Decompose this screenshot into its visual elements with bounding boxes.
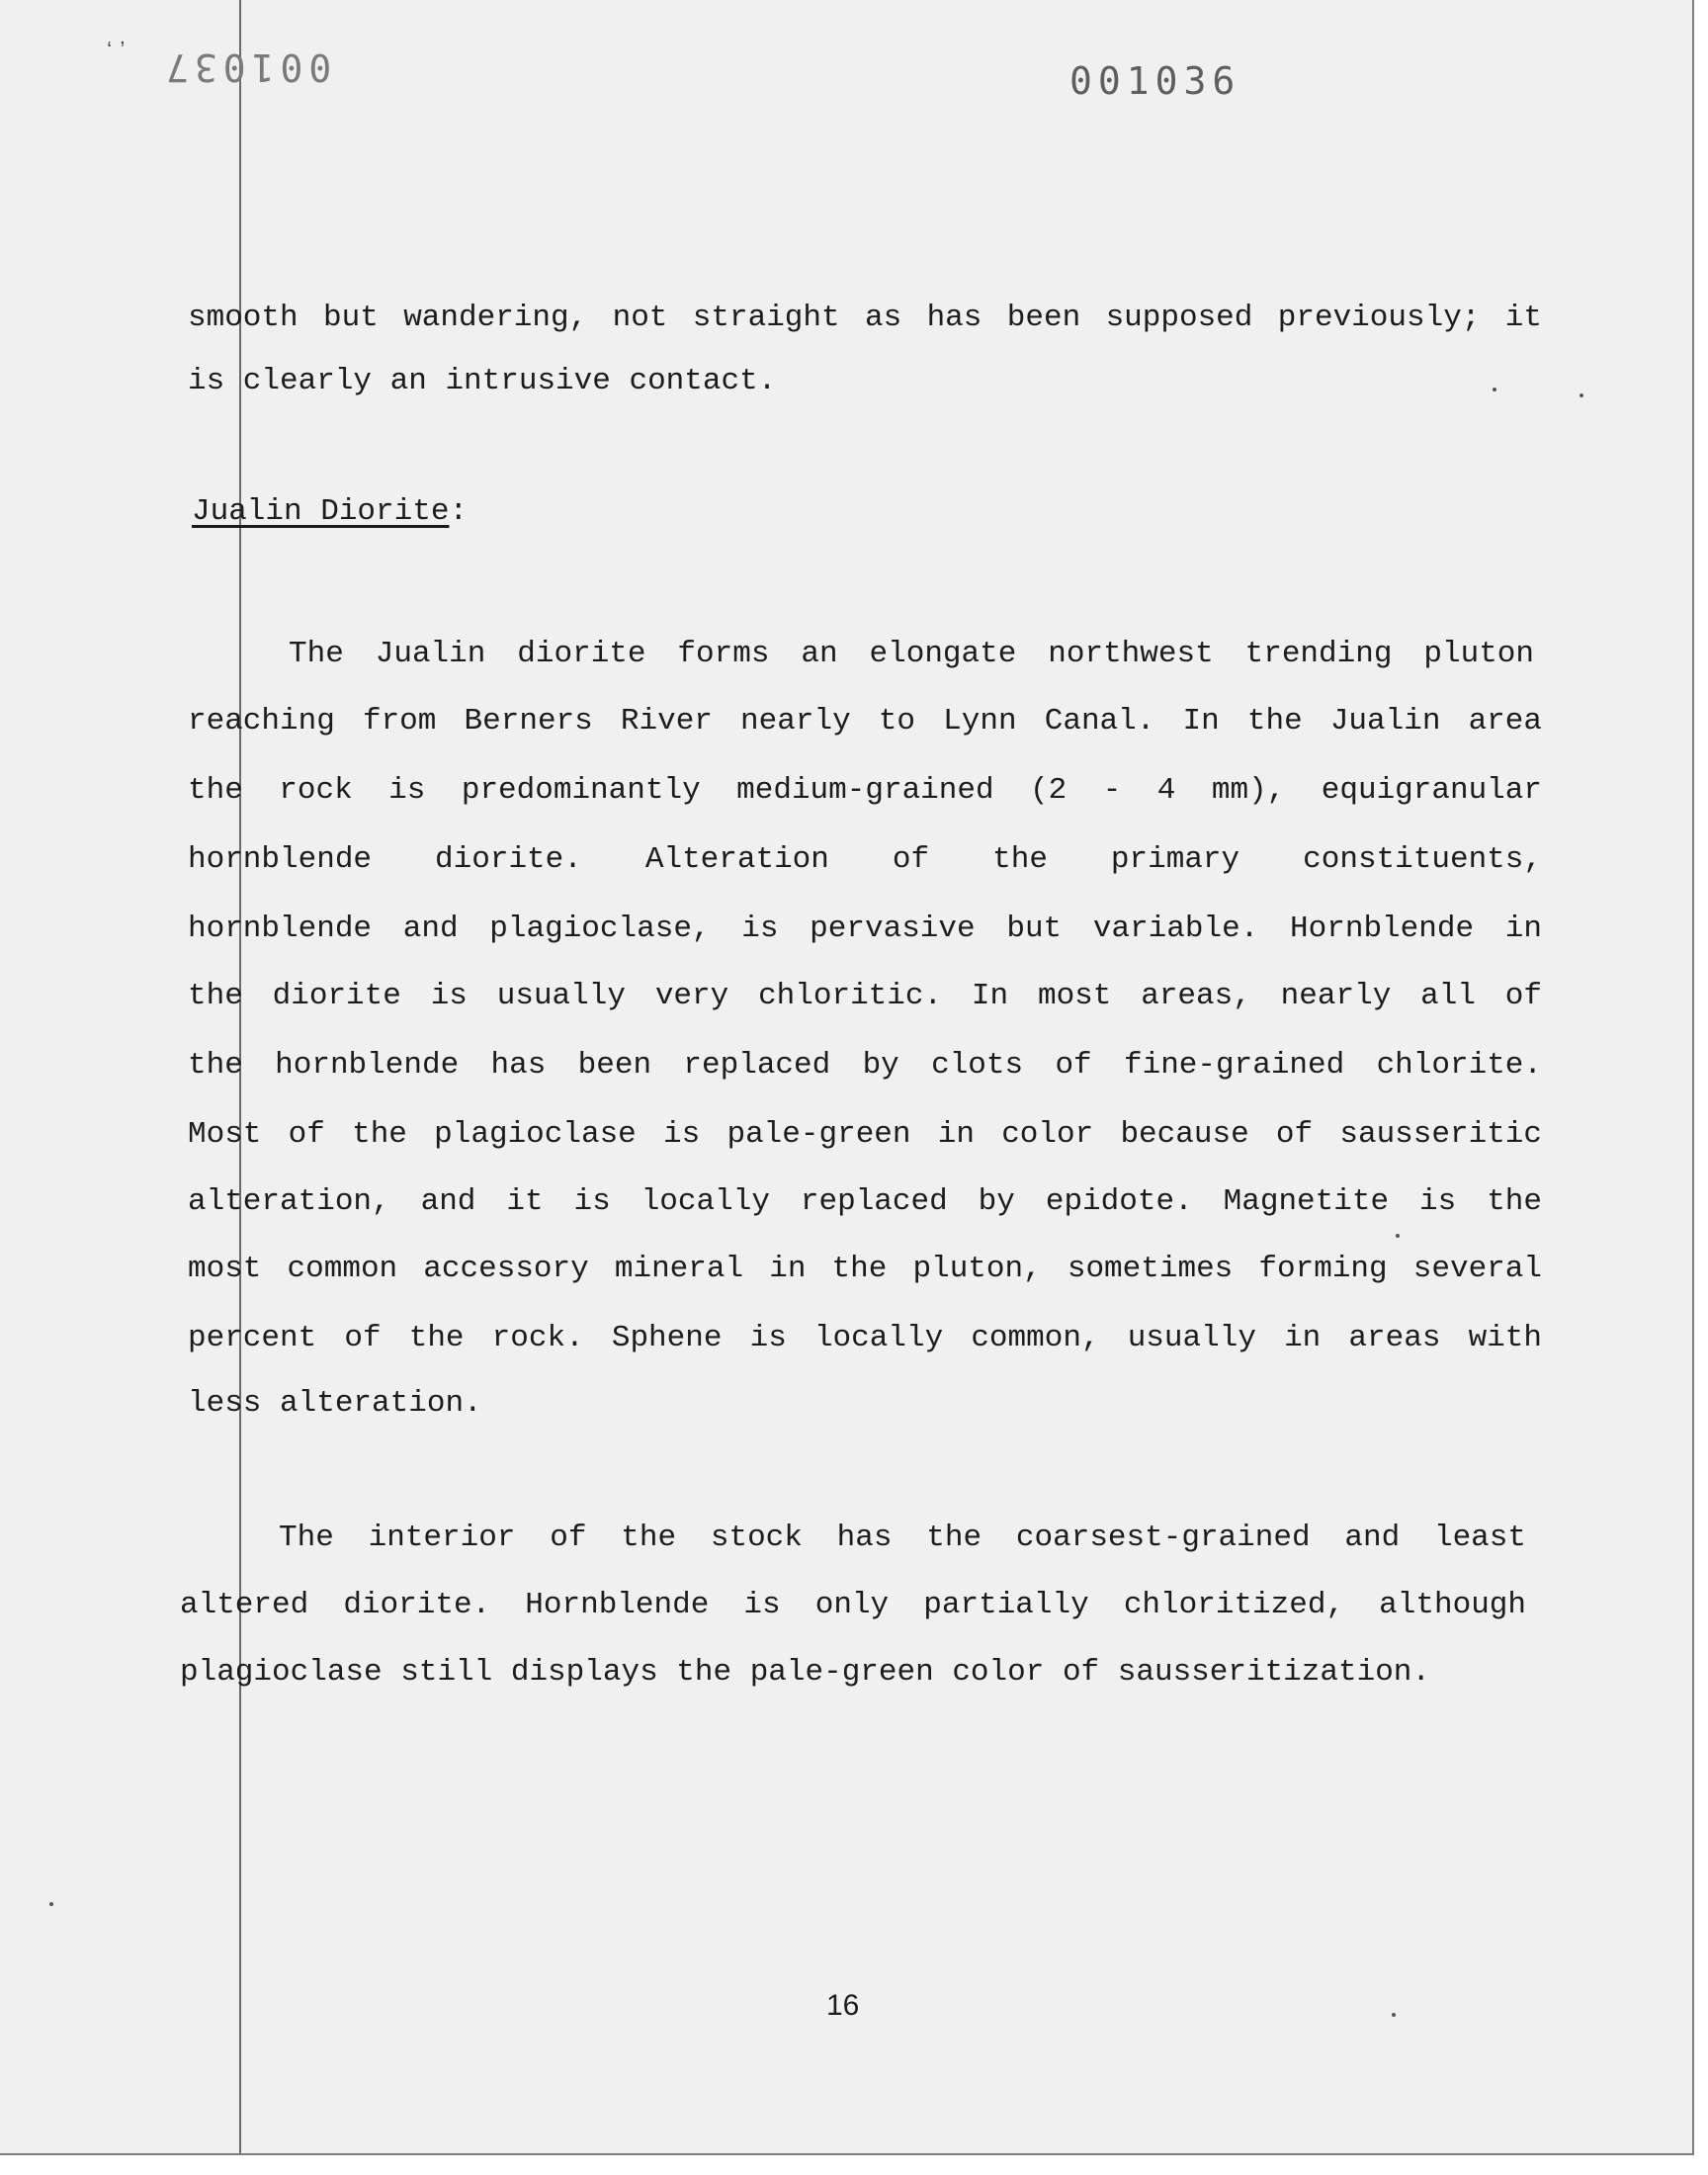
section-heading-title: Jualin Diorite: [192, 494, 450, 529]
body-line: hornblende and plagioclase, is pervasive but variable. Hornblende in: [188, 912, 1542, 946]
body-line: reaching from Berners River nearly to Lynn Canal. In the Jualin area: [188, 704, 1542, 739]
body-line: the diorite is usually very chloritic. In most areas, nearly all of: [188, 979, 1542, 1013]
body-line: the rock is predominantly medium-grained (2 - 4 mm), equigranular: [188, 773, 1542, 808]
section-heading-colon: :: [449, 494, 469, 529]
body-line: plagioclase still displays the pale-green color of sausseritization.: [180, 1655, 1431, 1690]
body-line: smooth but wandering, not straight as has been supposed previously; it: [188, 301, 1542, 335]
section-heading: [192, 492, 468, 532]
corner-mark: ʻʼ: [103, 40, 129, 64]
scan-speck: [1580, 393, 1583, 397]
body-line: The interior of the stock has the coarsest-grained and least: [279, 1521, 1526, 1555]
body-line: most common accessory mineral in the pluton, sometimes forming several: [188, 1252, 1542, 1286]
scan-speck: [49, 1902, 53, 1906]
document-stamp-number: 001036: [1069, 59, 1241, 103]
body-line: The Jualin diorite forms an elongate northwest trending pluton: [289, 637, 1534, 671]
document-stamp-mirrored: 001037: [160, 45, 332, 89]
scan-speck: [1392, 2013, 1396, 2017]
body-line: is clearly an intrusive contact.: [188, 364, 777, 398]
body-line: alteration, and it is locally replaced by epidote. Magnetite is the: [188, 1184, 1542, 1219]
body-line: altered diorite. Hornblende is only partially chloritized, although: [180, 1588, 1526, 1622]
scan-speck: [1396, 1234, 1400, 1238]
body-line: the hornblende has been replaced by clots of fine-grained chlorite.: [188, 1048, 1542, 1083]
body-line: percent of the rock. Sphene is locally common, usually in areas with: [188, 1321, 1542, 1355]
page-number: 16: [826, 1989, 860, 2022]
body-line: Most of the plagioclase is pale-green in color because of sausseritic: [188, 1117, 1542, 1152]
body-line: hornblende diorite. Alteration of the primary constituents,: [188, 842, 1542, 877]
scan-speck: [1493, 388, 1496, 392]
body-line: less alteration.: [188, 1386, 482, 1421]
